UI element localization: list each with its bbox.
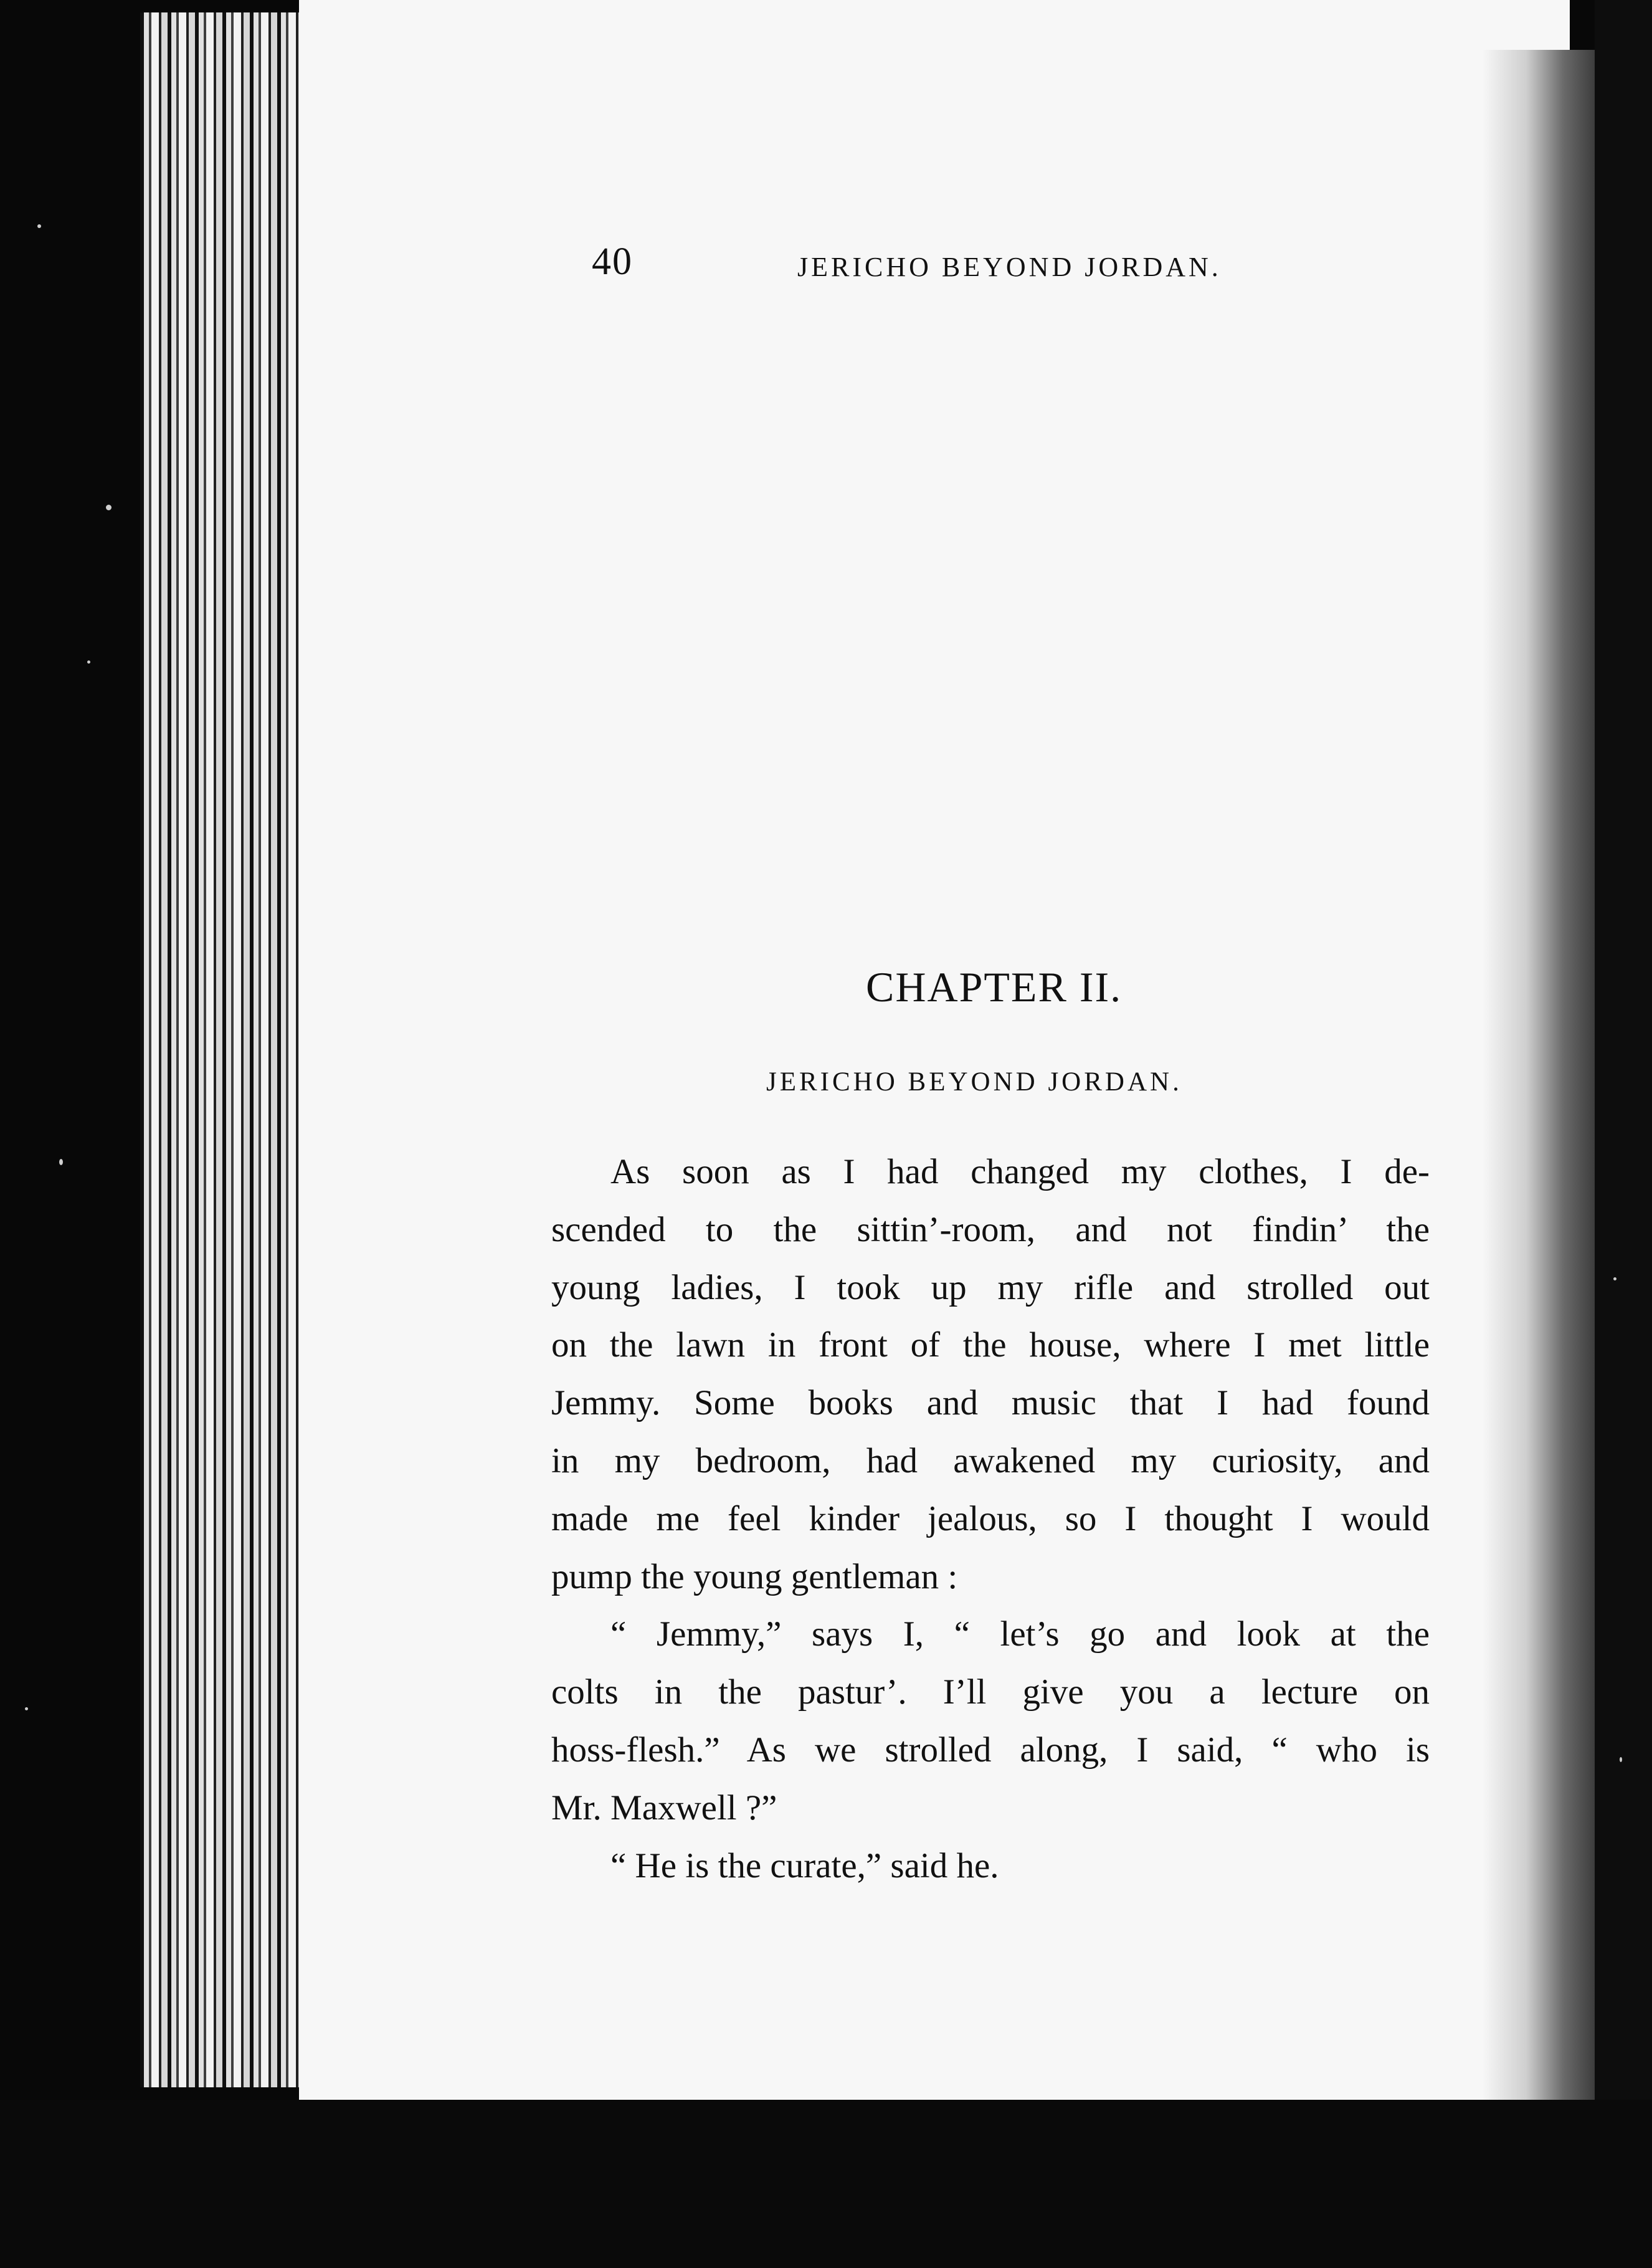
bottom-margin-dark — [0, 2100, 1652, 2268]
text-line: “ Jemmy,” says I, “ let’s go and look at the — [610, 1614, 1430, 1654]
chapter-subtitle: JERICHO BEYOND JORDAN. — [766, 1067, 1182, 1097]
text-line: Jemmy. Some books and music that I had found — [551, 1383, 1430, 1423]
text-line: As soon as I had changed my clothes, I de- — [610, 1152, 1430, 1191]
body-text — [551, 1143, 1430, 1895]
text-line: in my bedroom, had awakened my curiosity, and — [551, 1441, 1430, 1480]
text-line: on the lawn in front of the house, where I met little — [551, 1325, 1430, 1365]
right-margin-dark — [1595, 0, 1652, 2268]
text-line: young ladies, I took up my rifle and strolled out — [551, 1267, 1430, 1307]
text-line: made me feel kinder jealous, so I thought I would — [551, 1498, 1430, 1538]
page-number: 40 — [592, 241, 633, 283]
text-line: scended to the sittin’-room, and not findin’ the — [551, 1209, 1430, 1249]
chapter-heading: CHAPTER II. — [866, 963, 1123, 1011]
binding-shadow — [1483, 50, 1607, 2106]
text-line: colts in the pastur’. I’ll give you a lecture on — [551, 1672, 1430, 1712]
text-line: hoss-flesh.” As we strolled along, I said, “ who is — [551, 1730, 1430, 1770]
text-line: “ He is the curate,” said he. — [610, 1846, 999, 1885]
text-line: pump the young gentleman : — [551, 1556, 958, 1596]
running-head — [592, 240, 1277, 296]
text-line: Mr. Maxwell ?” — [551, 1788, 777, 1827]
running-title: JERICHO BEYOND JORDAN. — [797, 252, 1222, 282]
